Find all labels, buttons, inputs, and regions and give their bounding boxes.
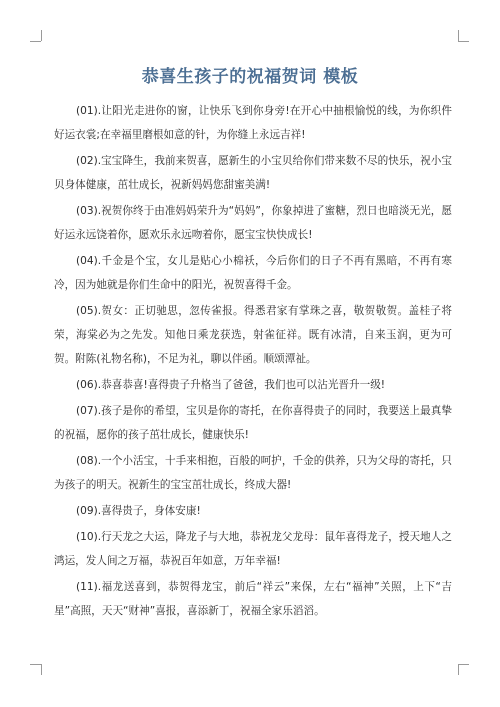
paragraph-10: (10).行天龙之大运，降龙子与大地，恭祝龙父龙母：鼠年喜得龙子，授天地人之鸿运，发人间之万福，恭祝百年如意，万年幸福! xyxy=(54,531,452,567)
crop-mark-bottom-right-vertical xyxy=(458,664,459,675)
crop-mark-bottom-left-vertical xyxy=(41,664,42,675)
paragraph-01: (01).让阳光走进你的窗，让快乐飞到你身旁!在开心中抽根愉悦的线，为你织件好运衣裳;在幸福里磨根如意的针，为你缝上永远吉祥! xyxy=(54,105,452,141)
paragraph-06: (06).恭喜恭喜!喜得贵子升格当了爸爸，我们也可以沾光晋升一级! xyxy=(76,379,386,391)
paragraph-11: (11).福龙送喜到，恭贺得龙宝，前后“祥云”来保，左右“福神”关照，上下“吉星”高照，天天“财神”喜报，喜添新丁，祝福全家乐滔滔。 xyxy=(54,581,452,617)
document-title: 恭喜生孩子的祝福贺词 模板 xyxy=(141,67,359,87)
paragraph-03: (03).祝贺你终于由准妈妈荣升为“妈妈”，你象掉进了蜜糖，烈日也暗淡无光，愿好运永远饶着你，愿欢乐永远吻着你，愿宝宝快快成长! xyxy=(54,205,452,241)
paragraph-04: (04).千金是个宝，女儿是贴心小棉袄，今后你们的日子不再有黑暗，不再有寒冷，因为她就是你们生命中的阳光，祝贺喜得千金。 xyxy=(54,255,452,291)
paragraph-05: (05).贺女：正切驰思，忽传雀报。得悉君家有掌珠之喜，敬贺敬贺。盖桂子将荣，海棠必为之先发。知他日乘龙获选，射雀征祥。既有冰清，自来玉润，更为可贺。附陈(礼物名称)，不足为礼，聊以伴函。顺颂潭祉。 xyxy=(54,305,452,365)
crop-mark-top-right-horizontal xyxy=(458,41,469,42)
crop-mark-top-left-horizontal xyxy=(30,41,41,42)
crop-mark-top-right-vertical xyxy=(458,30,459,41)
document-body xyxy=(54,99,452,625)
paragraph-09: (09).喜得贵子，身体安康! xyxy=(76,505,201,517)
crop-mark-bottom-left-horizontal xyxy=(30,664,41,665)
crop-mark-top-left-vertical xyxy=(41,30,42,41)
paragraph-07: (07).孩子是你的希望，宝贝是你的寄托，在你喜得贵子的同时，我要送上最真挚的祝福，愿你的孩子茁壮成长，健康快乐! xyxy=(54,405,452,441)
paragraph-02: (02).宝宝降生，我前来贺喜，愿新生的小宝贝给你们带来数不尽的快乐，祝小宝贝身体健康，茁壮成长，祝新妈妈您甜蜜美满! xyxy=(54,155,452,191)
paragraph-08: (08).一个小活宝，十手来相抱，百般的呵护，千金的供养，只为父母的寄托，只为孩子的明天。祝新生的宝宝茁壮成长，终成大器! xyxy=(54,455,452,491)
crop-mark-bottom-right-horizontal xyxy=(458,664,469,665)
